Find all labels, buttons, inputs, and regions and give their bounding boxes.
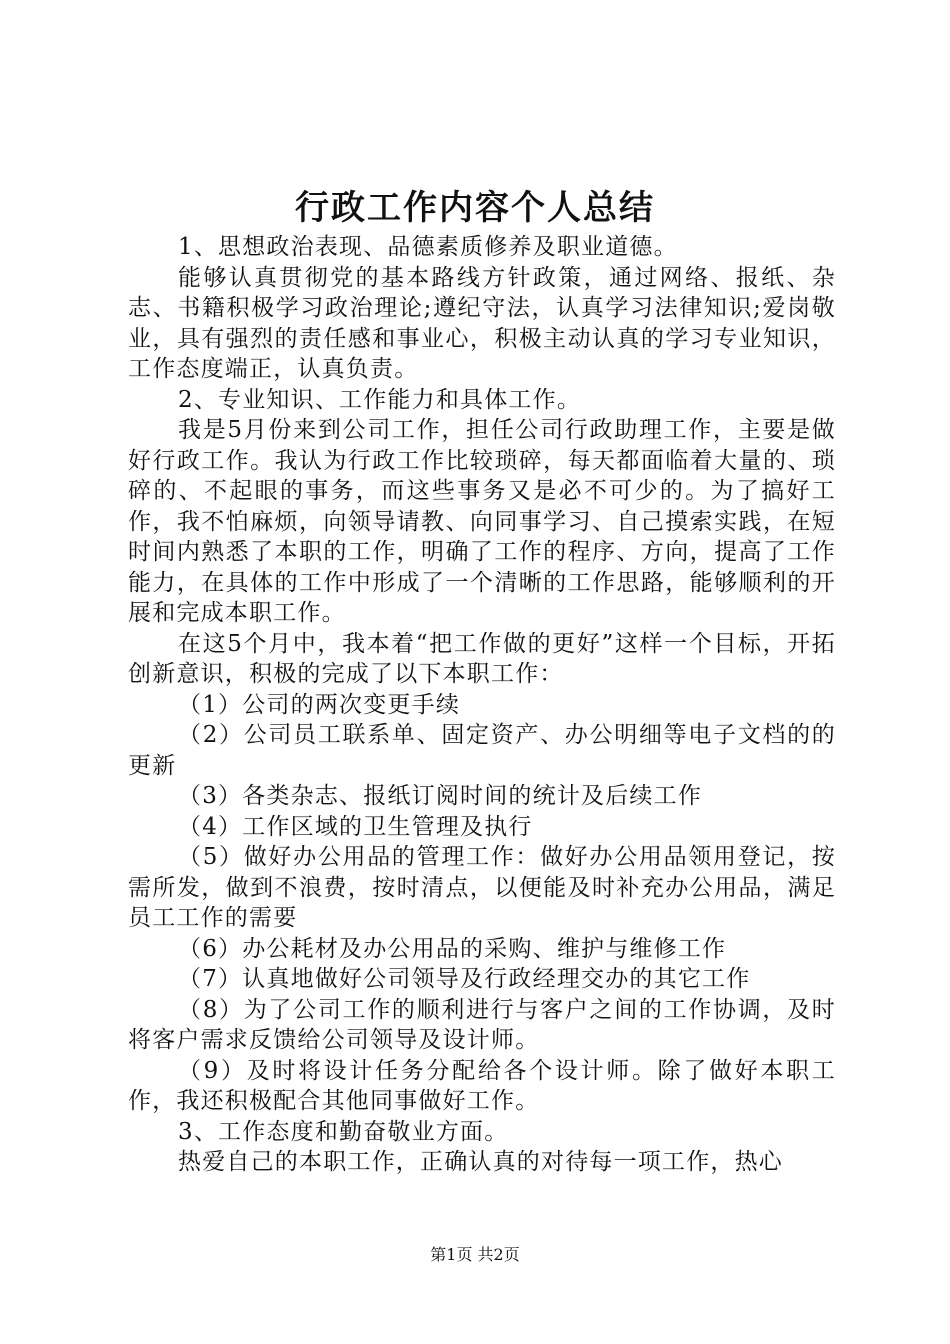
paragraph: 我是5月份来到公司工作，担任公司行政助理工作，主要是做好行政工作。我认为行政工作比较琐碎，每天都面临着大量的、琐碎的、不起眼的事务，而这些事务又是必不可少的。为了搞好工作，我不怕麻烦，向领导请教、向同事学习、自己摸索实践，在短时间内熟悉了本职的工作，明确了工作的程序、方向，提高了工作能力，在具体的工作中形成了一个清晰的工作思路，能够顺利的开展和完成本职工作。 [128,417,836,626]
paragraph: 2、专业知识、工作能力和具体工作。 [178,386,582,413]
list-item: （5）做好办公用品的管理工作：做好办公用品领用登记，按需所发，做到不浪费，按时清点，以便能及时补充办公用品，满足员工工作的需要 [128,844,836,931]
paragraph: 能够认真贯彻党的基本路线方针政策，通过网络、报纸、杂志、书籍积极学习政治理论;遵纪守法，认真学习法律知识;爱岗敬业，具有强烈的责任感和事业心，积极主动认真的学习专业知识，工作态度端正，认真负责。 [128,264,836,382]
paragraph: 热爱自己的本职工作，正确认真的对待每一项工作，热心 [178,1149,783,1175]
document-title: 行政工作内容个人总结 [295,188,655,228]
list-item: （7）认真地做好公司领导及行政经理交办的其它工作 [178,966,751,992]
list-item: （4）工作区域的卫生管理及执行 [178,813,533,840]
list-item: （8）为了公司工作的顺利进行与客户之间的工作协调，及时将客户需求反馈给公司领导及设计师。 [128,996,836,1053]
list-item: （6）办公耗材及办公用品的采购、维护与维修工作 [178,935,727,962]
paragraph: 1、思想政治表现、品德素质修养及职业道德。 [178,234,678,260]
document-body [128,232,836,1178]
paragraph: 在这5个月中，我本着“把工作做的更好”这样一个目标，开拓创新意识，积极的完成了以下本职工作： [128,630,836,687]
list-item: （9）及时将设计任务分配给各个设计师。除了做好本职工作，我还积极配合其他同事做好工作。 [128,1057,836,1114]
list-item: （3）各类杂志、报纸订阅时间的统计及后续工作 [178,783,703,809]
list-item: （2）公司员工联系单、固定资产、办公明细等电子文档的的更新 [128,722,836,779]
paragraph: 3、工作态度和勤奋敬业方面。 [178,1118,509,1145]
page-number: 第1页 共2页 [430,1245,520,1264]
list-item: （1）公司的两次变更手续 [178,691,461,718]
